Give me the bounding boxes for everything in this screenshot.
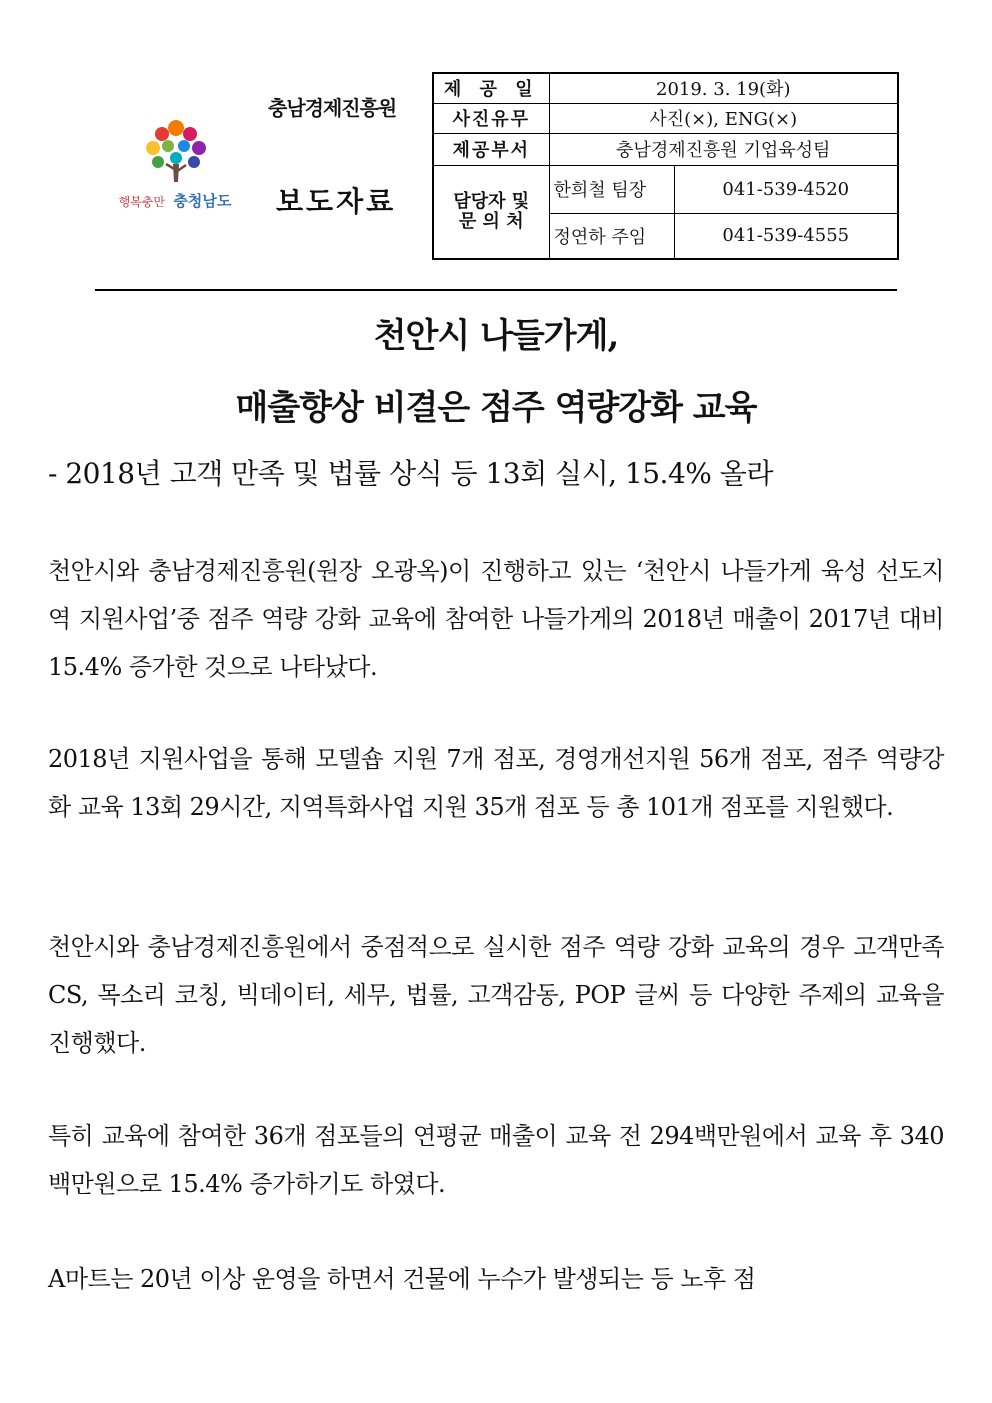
photo-label: 사진유무 bbox=[433, 103, 549, 133]
headline-line-1: 천안시 나들가게, bbox=[373, 316, 619, 356]
logo-province-name: 충청남도 bbox=[173, 192, 232, 210]
body-paragraph: 2018년 지원사업을 통해 모델숍 지원 7개 점포, 경영개선지원 56개 점포, 점주 역량강화 교육 13회 29시간, 지역특화사업 지원 35개 점포 등 총 101개 점포를 지원했다. bbox=[48, 745, 944, 821]
contact-phone: 041-539-4520 bbox=[674, 165, 898, 213]
body-paragraph: A마트는 20년 이상 운영을 하면서 건물에 누수가 발생되는 등 노후 점 bbox=[48, 1265, 756, 1293]
contact-label-line-2: 문 의 처 bbox=[458, 210, 524, 232]
contact-label bbox=[433, 165, 549, 259]
date-label: 제 공 일 bbox=[433, 73, 549, 103]
info-row-date bbox=[433, 73, 898, 103]
logo-slogan: 행복충만 bbox=[118, 195, 165, 209]
info-row-photo bbox=[433, 103, 898, 133]
date-value: 2019. 3. 19(화) bbox=[549, 73, 898, 103]
chungnam-logo bbox=[100, 118, 250, 218]
release-info-table bbox=[432, 72, 899, 260]
contact-person: 한희철 팀장 bbox=[549, 165, 674, 213]
contact-label-line-1: 담당자 및 bbox=[453, 190, 530, 212]
chungnam-tree-logo-icon bbox=[144, 118, 208, 188]
contact-person: 정연하 주임 bbox=[549, 213, 674, 259]
organization-name: 충남경제진흥원 bbox=[268, 96, 397, 120]
headline-line-2: 매출향상 비결은 점주 역량강화 교육 bbox=[235, 388, 757, 428]
body-paragraph: 천안시와 충남경제진흥원에서 중점적으로 실시한 점주 역량 강화 교육의 경우 고객만족 CS, 목소리 코칭, 빅데이터, 세무, 법률, 고객감동, POP 글씨 등 다양한 주제의 교육을 진행했다. bbox=[48, 933, 944, 1057]
contact-phone: 041-539-4555 bbox=[674, 213, 898, 259]
document-type-label: 보도자료 bbox=[276, 185, 397, 218]
department-label: 제공부서 bbox=[433, 133, 549, 165]
info-row-contact-1 bbox=[433, 165, 898, 213]
info-row-department bbox=[433, 133, 898, 165]
subheadline: - 2018년 고객 만족 및 법률 상식 등 13회 실시, 15.4% 올라 bbox=[48, 457, 773, 490]
photo-value: 사진(×), ENG(×) bbox=[549, 103, 898, 133]
logo-caption bbox=[100, 190, 250, 211]
header-divider bbox=[95, 289, 897, 291]
body-paragraph: 특히 교육에 참여한 36개 점포들의 연평균 매출이 교육 전 294백만원에서 교육 후 340백만원으로 15.4% 증가하기도 하였다. bbox=[48, 1122, 944, 1198]
body-paragraph: 천안시와 충남경제진흥원(원장 오광옥)이 진행하고 있는 ‘천안시 나들가게 육성 선도지역 지원사업’중 점주 역량 강화 교육에 참여한 나들가게의 2018년 매출이 2017년 대비 15.4% 증가한 것으로 나타났다. bbox=[48, 557, 944, 681]
department-value: 충남경제진흥원 기업육성팀 bbox=[549, 133, 898, 165]
